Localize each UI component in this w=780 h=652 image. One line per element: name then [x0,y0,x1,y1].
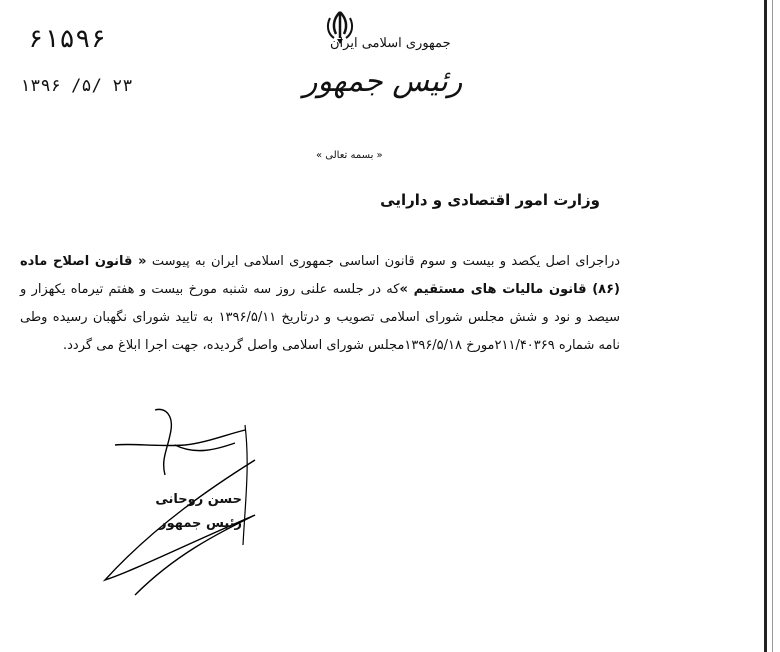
signer-block [155,488,242,536]
scan-border-line [772,0,773,652]
letter-date: ۱۳۹۶ /۵/ ۲۳ [20,76,133,96]
body-text-part2: که در جلسه علنی روز سه شنبه مورخ بیست و هفتم تیرماه یکهزار و سیصد و نود و شش مجلس شورای اسلامی تصویب و درتاریخ ۱۳۹۶/۵/۱۱ به تایید شورای نگهبان رسیده وطی نامه شماره ۲۱۱/۴۰۳۶۹مورخ ۱۳۹۶/۵/۱۸مجلس شورای اسلامی واصل گردیده، جهت اجرا ابلاغ می گردد. [20,282,620,353]
invocation: « بسمه تعالی » [316,150,383,161]
letter-number: ۶۱۵۹۶ [28,24,107,54]
office-title: رئیس جمهور [303,64,463,99]
addressee: وزارت امور اقتصادی و دارایی [380,191,600,209]
signer-name: حسن روحانی [155,492,242,507]
body-text-part1: دراجرای اصل یکصد و بیست و سوم قانون اساسی جمهوری اسلامی ایران به پیوست [146,254,621,269]
law-title: « قانون اصلاح ماده (۸۶) قانون مالیات های مستقیم » [20,254,620,297]
government-name: جمهوری اسلامی ایران [330,36,451,51]
signer-title: رئیس جمهور [159,516,242,531]
scan-border [764,0,767,652]
letter-body [20,248,620,360]
